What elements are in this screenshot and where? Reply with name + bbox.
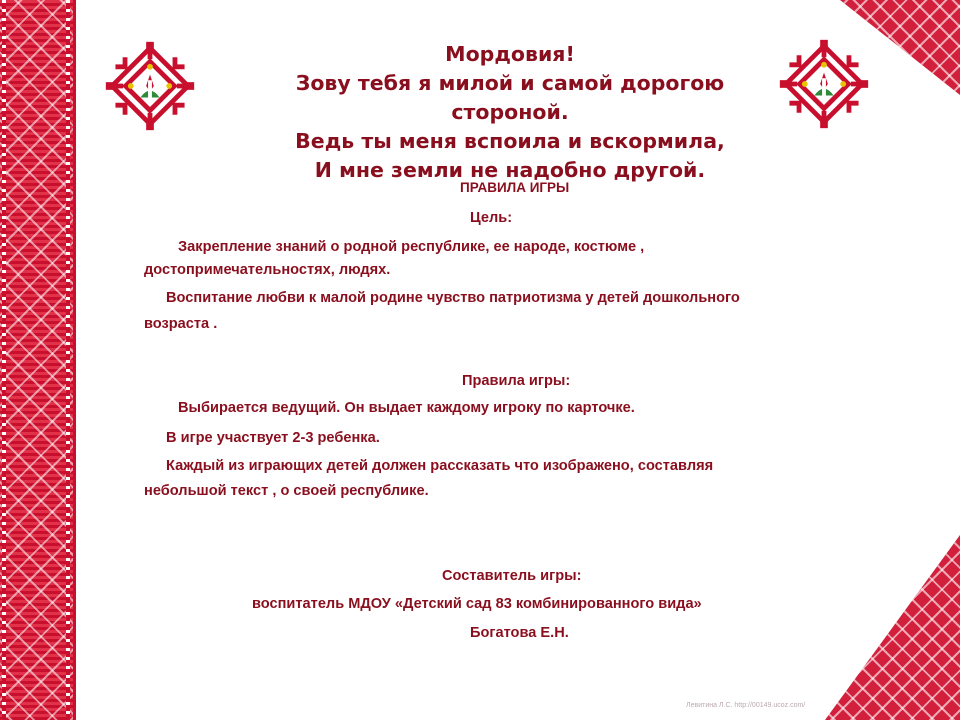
author-label: Составитель игры:	[442, 568, 582, 584]
goal-paragraph: возраста .	[144, 316, 218, 332]
border-edge-inner	[66, 0, 70, 720]
mordovian-emblem-icon	[776, 36, 872, 132]
rules-heading: ПРАВИЛА ИГРЫ	[460, 180, 570, 195]
poem-line: Зову тебя я милой и самой дорогою	[295, 71, 725, 95]
embroidery-border-left	[0, 0, 82, 720]
poem-line: стороной.	[451, 100, 569, 124]
author-organization: воспитатель МДОУ «Детский сад 83 комбинированного вида»	[252, 596, 702, 612]
rules-label: Правила игры:	[462, 373, 571, 389]
goal-paragraph: достопримечательностях, людях.	[144, 262, 391, 278]
poem-line: И мне земли не надобно другой.	[314, 158, 706, 182]
embroidery-corner-bottom-right	[825, 535, 960, 720]
goal-paragraph: Закрепление знаний о родной республике, ее народе, костюме ,	[178, 239, 645, 255]
rule-item: Каждый из играющих детей должен рассказать что изображено, составляя	[166, 458, 714, 474]
poem-block	[230, 40, 790, 185]
rule-item: Выбирается ведущий. Он выдает каждому игроку по карточке.	[178, 400, 635, 416]
rule-item: В игре участвует 2-3 ребенка.	[166, 430, 380, 446]
author-name: Богатова Е.Н.	[470, 625, 569, 641]
poem-line: Мордовия!	[445, 42, 575, 66]
border-edge-outer	[2, 0, 6, 720]
goal-label: Цель:	[470, 210, 513, 226]
goal-paragraph: Воспитание любви к малой родине чувство патриотизма у детей дошкольного	[166, 290, 740, 306]
poem-line: Ведь ты меня вспоила и вскормила,	[295, 129, 725, 153]
footer-credit: Левитина Л.С. http://00149.ucoz.com/	[686, 702, 806, 709]
mordovian-emblem-icon	[102, 38, 198, 134]
rule-item: небольшой текст , о своей республике.	[144, 483, 429, 499]
